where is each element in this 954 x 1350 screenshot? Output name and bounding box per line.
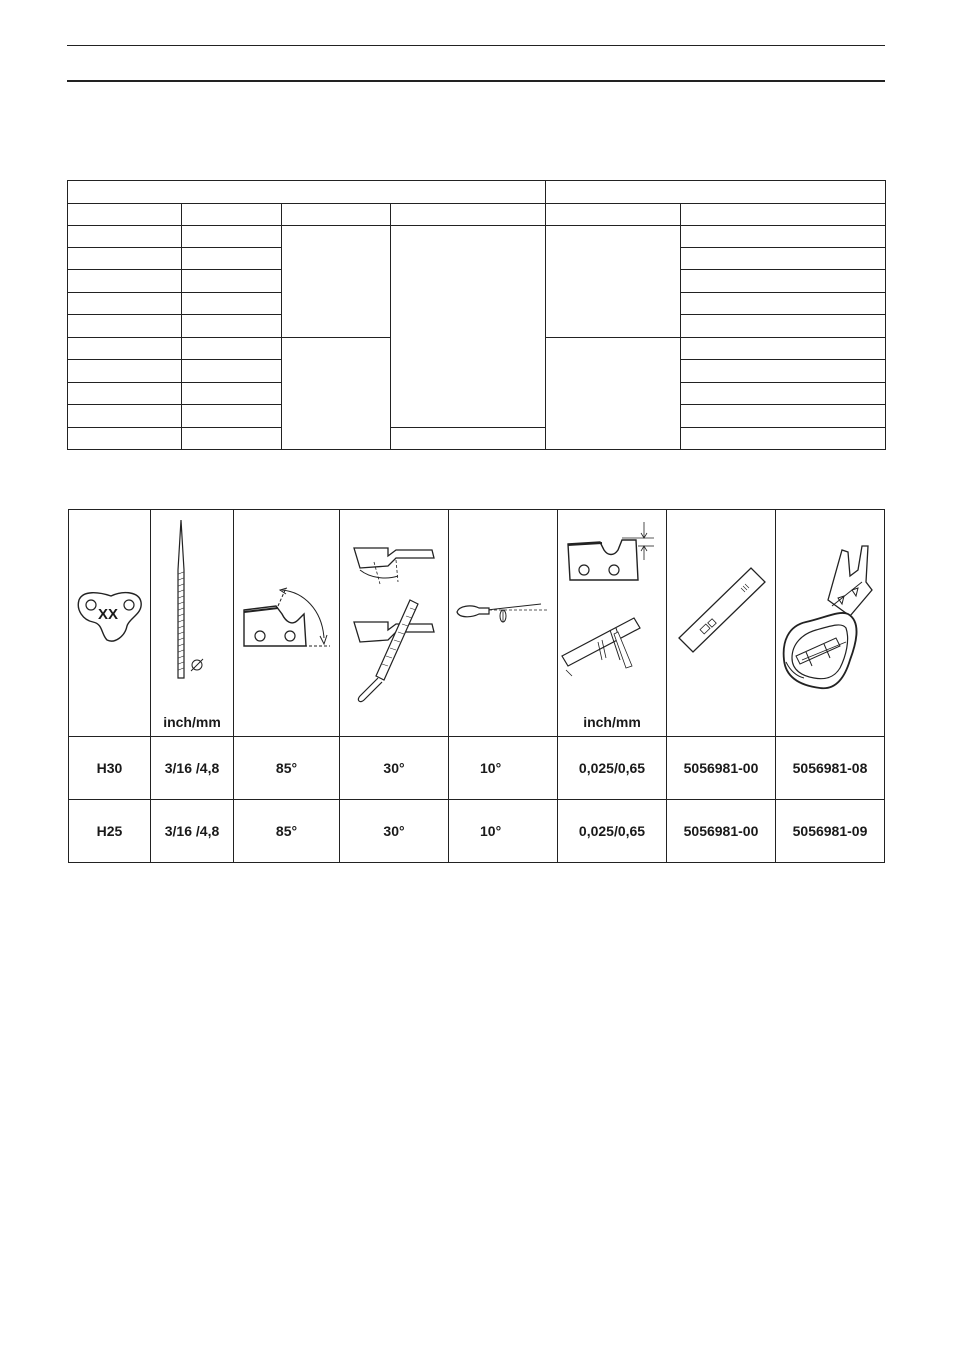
file-angle-value: 10° [449,800,558,863]
table-cell [680,292,886,315]
chain-marking-icon [69,510,151,736]
bar-chain-combination-table [67,180,886,450]
table-cell [680,314,886,338]
table-cell [181,337,282,360]
table-cell [67,337,182,360]
table-cell [181,225,282,248]
depth-gauge-setting-icon [558,510,667,736]
table-cell [680,269,886,293]
table-header-cell [545,203,681,226]
table-cell [67,314,182,338]
file-holder-angle-cell [449,510,558,737]
table-cell [181,247,282,270]
table-row [69,800,885,863]
table-cell [680,382,886,405]
round-file-icon [151,510,234,736]
table-header-cell [545,180,886,204]
sharpening-angle-value: 30° [340,800,449,863]
table-cell [181,382,282,405]
table-header-cell [680,203,886,226]
depth-gauge-tool-cell [667,510,776,737]
depth-gauge-value: 0,025/0,65 [558,737,667,800]
table-cell [67,427,182,450]
chain-marking-logo: XX [98,606,119,623]
sharpening-angle-icon [340,510,449,736]
table-header-cell [390,203,546,226]
table-cell-merged [281,225,391,338]
table-cell [67,404,182,428]
table-cell [181,292,282,315]
table-cell [67,292,182,315]
table-cell [181,314,282,338]
depth-gauge-tool-value: 5056981-00 [667,737,776,800]
illustration-row [69,510,885,737]
sharpening-data-table [68,509,885,863]
file-angle-value: 10° [449,737,558,800]
table-cell [680,359,886,383]
file-gauge-value: 5056981-08 [776,737,885,800]
table-header-cell [181,203,282,226]
table-cell [67,382,182,405]
table-header-cell [67,180,546,204]
sharpening-angle-cell [340,510,449,737]
table-row [69,737,885,800]
header-rule-top [67,45,885,46]
depth-gauge-tool-value: 5056981-00 [667,800,776,863]
table-cell-merged [545,225,681,338]
table-cell [680,247,886,270]
table-cell [390,427,546,450]
top-plate-angle-value: 85° [234,800,340,863]
sharpening-angle-value: 30° [340,737,449,800]
table-cell [680,404,886,428]
table-cell [680,225,886,248]
table-cell [680,427,886,450]
table-cell-merged [545,337,681,450]
table-cell [67,247,182,270]
file-holder-angle-icon [449,510,558,736]
table-header-cell [281,203,391,226]
table-cell-merged [390,225,546,428]
file-gauge-value: 5056981-09 [776,800,885,863]
round-file-cell [151,510,234,737]
table-cell [181,269,282,293]
header-rule-bottom [67,80,885,82]
table-cell [181,359,282,383]
top-plate-angle-value: 85° [234,737,340,800]
table-cell [181,404,282,428]
table-header-cell [67,203,182,226]
type-cell: H25 [69,800,151,863]
file-diameter-cell: 3/16 /4,8 [151,737,234,800]
file-gauge-icon [776,510,885,736]
chain-marking-cell [69,510,151,737]
table-cell [181,427,282,450]
table-cell [680,337,886,360]
table-cell [67,269,182,293]
depth-gauge-value: 0,025/0,65 [558,800,667,863]
file-gauge-cell [776,510,885,737]
depth-gauge-setting-cell [558,510,667,737]
table-cell [67,225,182,248]
type-cell: H30 [69,737,151,800]
depth-gauge-tool-icon [667,510,776,736]
file-diameter-unit: inch/mm [163,714,221,730]
file-diameter-cell: 3/16 /4,8 [151,800,234,863]
top-plate-angle-icon [234,510,340,736]
top-plate-angle-cell [234,510,340,737]
table-cell [67,359,182,383]
depth-gauge-unit: inch/mm [583,714,641,730]
table-cell-merged [281,337,391,450]
